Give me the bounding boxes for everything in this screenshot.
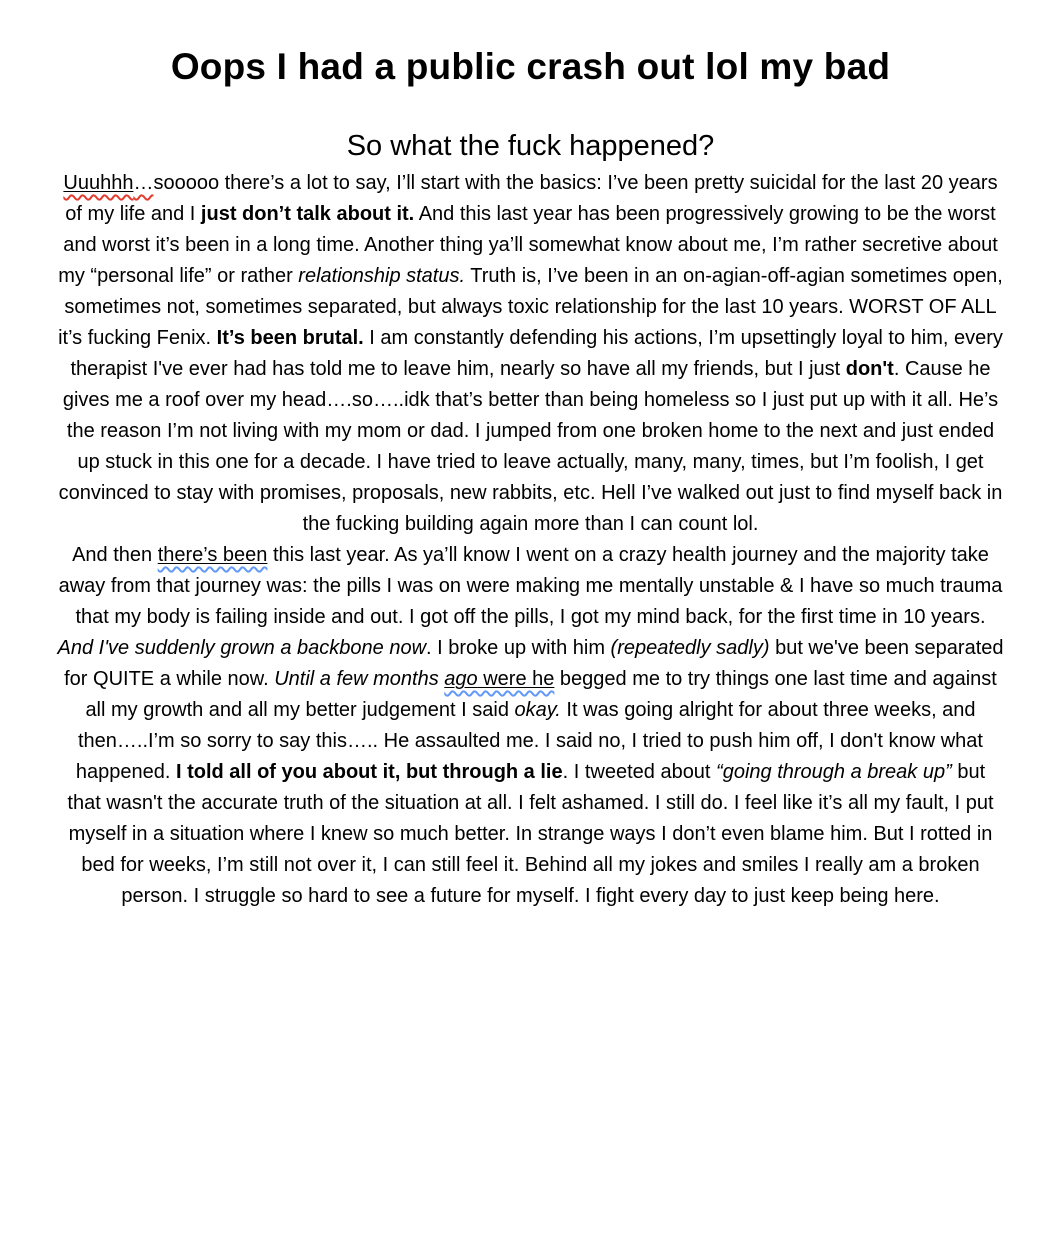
document-page (0, 46, 1061, 1246)
text-run: begged me to try things one last time and against all my growth and all my better judgement I said (85, 667, 997, 721)
text-run: Truth is, I’ve been in an on-agian-off-agian sometimes open, sometimes not, sometimes separated, but always toxic relationship for the last 10 years. WORST OF ALL it’s fucking Fenix. (58, 264, 1003, 349)
paragraph (57, 540, 1005, 912)
misspelled-text (63, 172, 133, 194)
spellcheck-squiggle: … (133, 171, 154, 194)
text-run: but we've been separated for QUITE a while now. (64, 636, 1004, 690)
text-run: relationship status. (298, 264, 466, 287)
text-run: Until a few months (274, 667, 445, 690)
grammar-squiggle: there’s been (157, 543, 268, 566)
grammar-squiggle: were he (477, 667, 555, 690)
text-run: “going through a break up” (716, 760, 952, 783)
text-run: (repeatedly sadly) (610, 636, 770, 659)
spellcheck-squiggle: Uuuhhh (63, 171, 134, 194)
text-run: sooooo there’s a lot to say, I’ll start with the basics: I’ve been pretty suicidal for the last 20 years of my life and I (65, 171, 998, 225)
text-run: I told all of you about it, but through a lie (175, 760, 563, 783)
misspelled-text (133, 172, 153, 194)
document-body (57, 168, 1005, 912)
text-run: . I broke up with him (426, 636, 611, 659)
text-run: And then (72, 543, 158, 566)
document-subtitle: So what the fuck happened? (346, 129, 715, 162)
text-run: but that wasn't the accurate truth of the situation at all. I felt ashamed. I still do. I feel like it’s all my fault, I put myself in a situation where I knew so much better. In strange ways I don’t even blame him. But I rotted in bed for weeks, I’m still not over it, I can still feel it. Behind all my jokes and smiles I really am a broken person. I struggle so hard to see a future for myself. I fight every day to just keep being here. (67, 760, 994, 907)
grammar-flagged-text (444, 668, 477, 690)
text-run: okay. (514, 698, 561, 721)
grammar-squiggle: ago (444, 667, 478, 690)
text-run: It was going alright for about three weeks, and then…..I’m so sorry to say this….. He assaulted me. I said no, I tried to push him off, I don't know what happened. (75, 698, 983, 783)
text-run: . I tweeted about (562, 760, 717, 783)
text-run: just don’t talk about it. (200, 202, 415, 225)
text-run: And this last year has been progressively growing to be the worst and worst it’s been in a long time. Another thing ya’ll somewhat know about me, I’m rather secretive about my “personal life” or rather (58, 202, 998, 287)
document-title: Oops I had a public crash out lol my bad (170, 46, 891, 87)
text-run: this last year. As ya’ll know I went on a crazy health journey and the majority take away from that journey was: the pills I was on were making me mentally unstable & I have so much trauma that my body is failing inside and out. I got off the pills, I got my mind back, for the first time in 10 years. (58, 543, 1003, 628)
text-run: I am constantly defending his actions, I’m upsettingly loyal to him, every therapist I've ever had has told me to leave him, nearly so have all my friends, but I just (70, 326, 1003, 380)
paragraph (57, 168, 1005, 540)
grammar-flagged-text (158, 544, 268, 566)
text-run: And I've suddenly grown a backbone now (57, 636, 427, 659)
text-run: It’s been brutal. (216, 326, 364, 349)
grammar-flagged-text (478, 668, 555, 690)
text-run: don't (845, 357, 894, 380)
text-run: . Cause he gives me a roof over my head….so…..idk that’s better than being homeless so I just put up with it all. He’s the reason I’m not living with my mom or dad. I jumped from one broken home to the next and just ended up stuck in this one for a decade. I have tried to leave actually, many, many, times, but I’m foolish, I get convinced to stay with promises, proposals, new rabbits, etc. Hell I’ve walked out just to find myself back in the fucking building again more than I can count lol. (58, 357, 1003, 535)
